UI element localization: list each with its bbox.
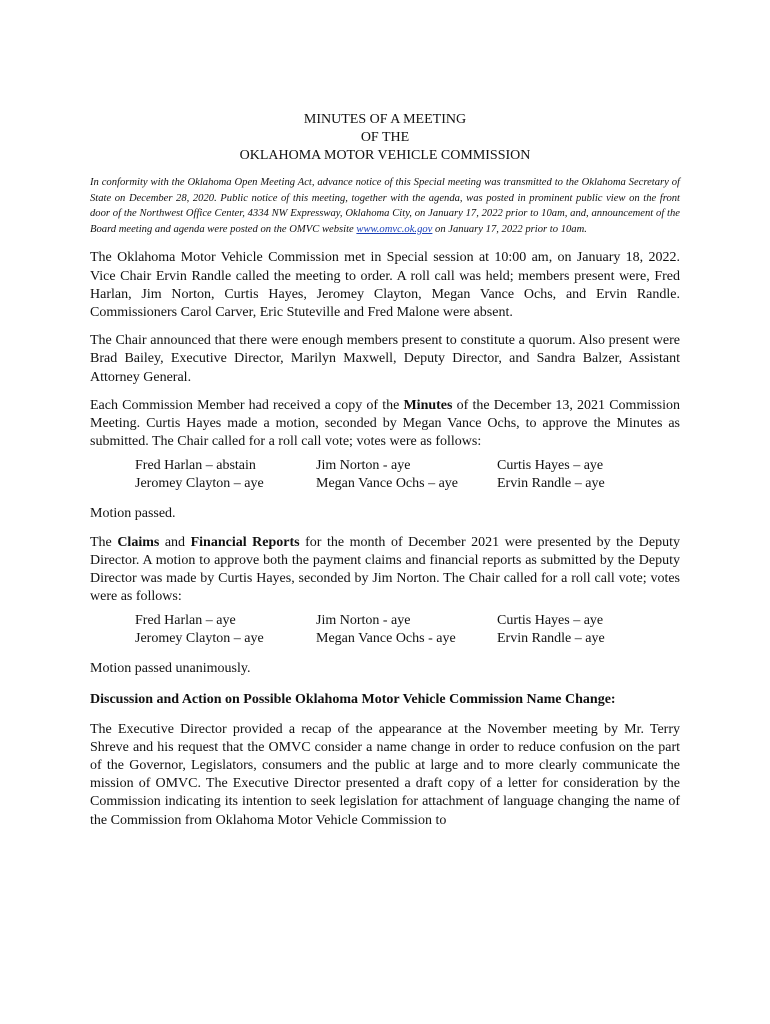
minutes-paragraph — [90, 397, 680, 452]
vote-cell: Fred Harlan – abstain — [135, 458, 256, 474]
claims-vote-table — [135, 612, 605, 648]
motion-result-1: Motion passed. — [90, 506, 176, 522]
quorum-paragraph: The Chair announced that there were enough members present to constitute a quorum. Also present were Brad Bailey, Executive Director, Marilyn Maxwell, Deputy Director, and Sandra Balzer, Assistant Attorney General. — [90, 333, 680, 385]
vote-cell: Ervin Randle – aye — [497, 631, 605, 647]
minutes-text: Each Commission Member had received a copy of the — [90, 397, 404, 413]
minutes-text-end: of the December 13, 2021 Commission Meeting. Curtis Hayes made a motion, seconded by Megan Vance Ochs, to approve the Minutes as submitted. The Chair called for a roll call vote; votes were as follows: — [90, 397, 681, 450]
claims-text: The — [90, 534, 118, 550]
title-line-1: MINUTES OF A MEETING — [303, 112, 467, 127]
title-line-2: OF THE — [360, 130, 410, 145]
vote-cell: Ervin Randle – aye — [497, 476, 605, 492]
vote-row — [135, 630, 605, 648]
section-heading: Discussion and Action on Possible Oklahoma Motor Vehicle Commission Name Change: — [90, 691, 616, 707]
vote-cell: Jeromey Clayton – aye — [135, 476, 264, 492]
vote-cell: Megan Vance Ochs – aye — [316, 476, 459, 492]
document-title — [90, 111, 680, 165]
vote-cell: Fred Harlan – aye — [135, 613, 236, 629]
title-line-3: OKLAHOMA MOTOR VEHICLE COMMISSION — [239, 148, 531, 163]
omvc-website-link[interactable]: www.omvc.ok.gov — [356, 223, 433, 235]
claims-text-mid: and — [159, 534, 191, 550]
notice-text: In conformity with the Oklahoma Open Meeting Act, advance notice of this Special meeting was transmitted to the Oklahoma Secretary of State on December 28, 2020. Public notice of this meeting, together with the agenda, was posted in prominent public view on the front door of the Northwest Office Center, 4334 NW Expressway, Oklahoma City, on January 17, 2022 prior to 10am, and, announcement of the Board meeting and agenda were posted on the OMVC website — [90, 177, 680, 235]
minutes-bold: Minutes — [403, 397, 453, 413]
executive-director-paragraph: The Executive Director provided a recap of the appearance at the November meeting by Mr. Terry Shreve and his request that the OMVC consider a name change in order to reduce confusion on the part of the Governor, Legislators, consumers and the public at large and to more clearly communicate the mission of OMVC. The Executive Director presented a draft copy of a letter for consideration by the Commission indicating its intention to seek legislation for attachment of language changing the name of the Commission from Oklahoma Motor Vehicle Commission to — [90, 721, 680, 828]
vote-cell: Curtis Hayes – aye — [497, 458, 604, 474]
motion-result-2: Motion passed unanimously. — [90, 661, 251, 677]
minutes-vote-table — [135, 457, 605, 493]
vote-cell: Jeromey Clayton – aye — [135, 631, 264, 647]
financial-reports-bold: Financial Reports — [190, 534, 300, 550]
notice-text-end: on January 17, 2022 prior to 10am. — [432, 223, 587, 235]
vote-cell: Megan Vance Ochs - aye — [316, 631, 456, 647]
vote-row — [135, 457, 605, 475]
session-paragraph: The Oklahoma Motor Vehicle Commission met in Special session at 10:00 am, on January 18, 2022. Vice Chair Ervin Randle called the meeting to order. A roll call was held; members present were, Fred Harlan, Jim Norton, Curtis Hayes, Jeromey Clayton, Megan Vance Ochs, and Ervin Randle. Commissioners Carol Carver, Eric Stuteville and Fred Malone were absent. — [90, 250, 680, 320]
claims-text-end: for the month of December 2021 were presented by the Deputy Director. A motion to approve both the payment claims and financial reports as submitted by the Deputy Director was made by Curtis Hayes, seconded by Jim Norton. The Chair called for a roll call vote; votes were as follows: — [90, 534, 681, 605]
vote-row — [135, 475, 605, 493]
claims-bold: Claims — [117, 534, 160, 550]
claims-paragraph — [90, 534, 680, 607]
vote-cell: Jim Norton - aye — [316, 458, 411, 474]
vote-row — [135, 612, 605, 630]
vote-cell: Curtis Hayes – aye — [497, 613, 604, 629]
open-meeting-notice — [90, 175, 680, 237]
vote-cell: Jim Norton - aye — [316, 613, 411, 629]
